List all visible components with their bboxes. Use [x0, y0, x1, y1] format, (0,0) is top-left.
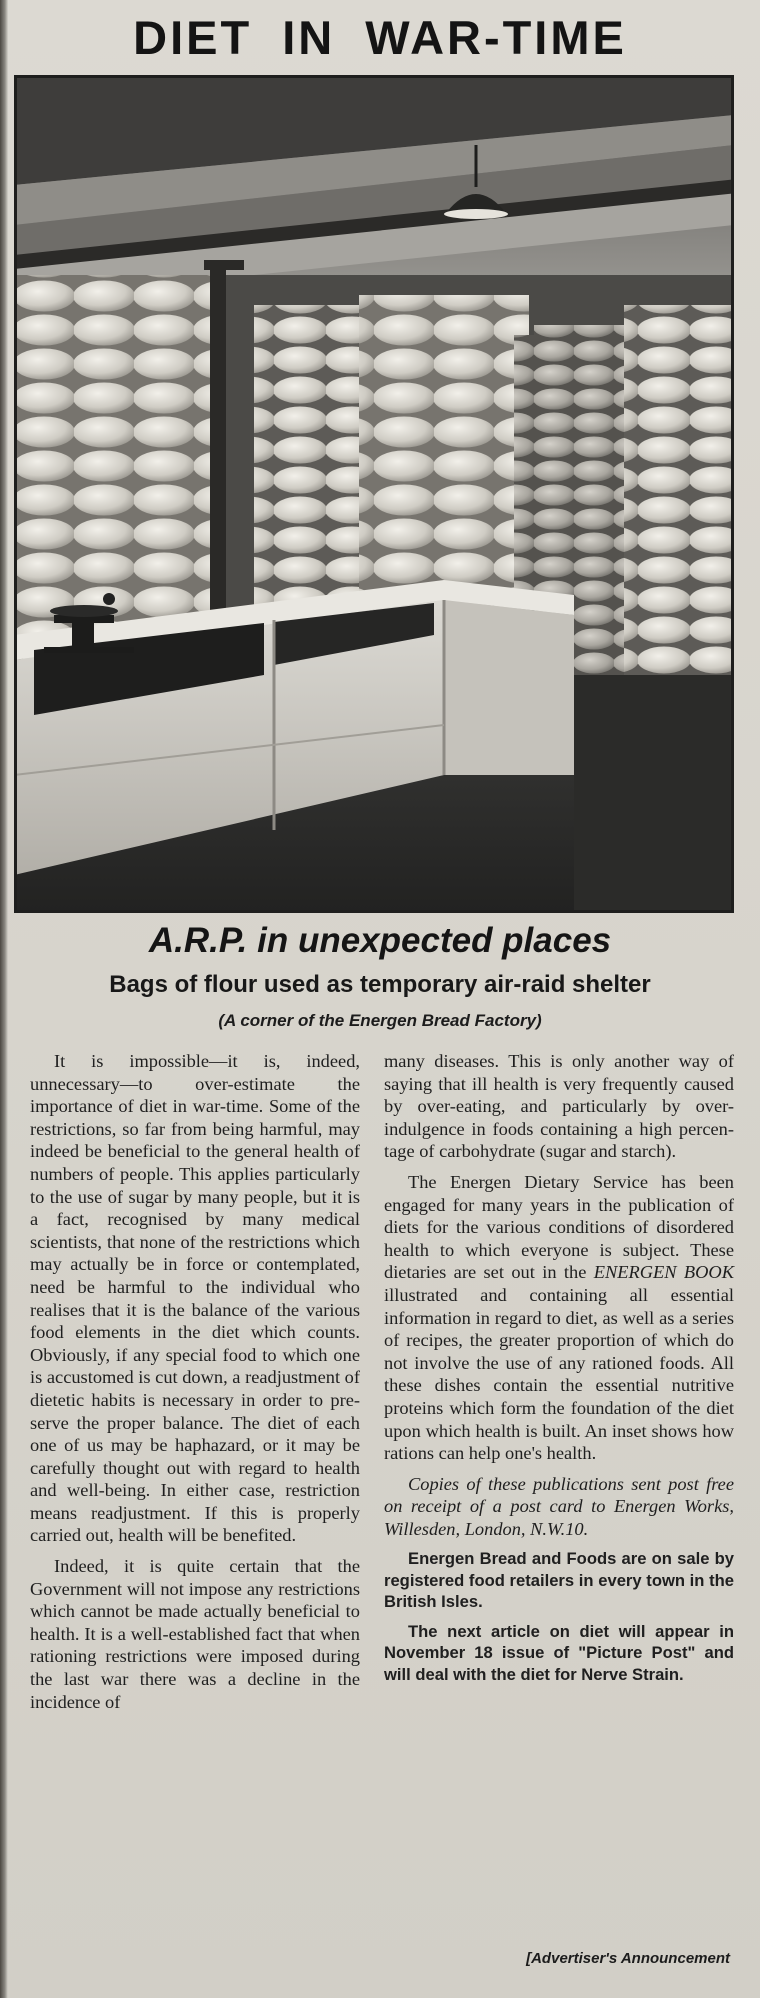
next-article-notice: The next article on diet will appear in November 18 issue of "Picture Post" and will deal with the diet for Nerve Strain. — [384, 1621, 734, 1684]
factory-photo-illustration — [14, 75, 734, 913]
photo-caption-subtitle: Bags of flour used as temporary air-raid shelter — [109, 971, 651, 998]
article-paragraph: Indeed, it is quite certain that the Government will not impose any restrictions which cannot be made actually beneficial to health. It is a well-established fact that when rationing restrictions were imposed during the last war there was a decline in the incidence of — [30, 1556, 360, 1712]
photo-caption-credit: (A corner of the Energen Bread Factory) — [218, 1011, 542, 1030]
article-paragraph — [384, 1171, 734, 1465]
article-left-column — [30, 1050, 360, 1713]
paragraph-text: illustrated and containing all essential information in regard to diet, as well as a series of recipes, the greater proportion of which do not involve the use of any rationed foods. All these dishes contain the essential nutritive proteins which form the foundation of the diet upon which health is built. An inset shows how rations can help one's health. — [384, 1284, 734, 1464]
headline: DIET IN WAR-TIME — [133, 11, 627, 64]
advertiser-announcement: [Advertiser's Announcement — [526, 1950, 730, 1967]
sale-notice: Energen Bread and Foods are on sale by registered food retailers in every town in the British Isles. — [384, 1549, 734, 1612]
book-title: ENERGEN BOOK — [593, 1262, 734, 1283]
photo-caption-title: A.R.P. in unexpected places — [148, 921, 612, 960]
article-paragraph: It is impossible—it is, indeed, unnecessary—to over-estimate the importance of diet in war-time. Some of the restrictions, so far from being harmful, may indeed be beneficial to the general health of numbers of people. This applies particularly to the use of sugar by many people, but it is a fact, recognised by many medical scientists, that none of the restrictions which may actually be in force or contemplated, need be harmful to the individual who realises that it is the balance of the various food elements in the diet which counts. Obviously, if any special food to which one is accustomed is cut down, a readjustment of dietetic habits is necessary in order to preserve the proper balance. The diet of each one of us may be haphazard, or it may be carefully thought out with regard to health and well-being. In either case, restriction means readjustment. If this is properly carried out, health will be benefited. — [30, 1051, 360, 1546]
article-right-column — [384, 1050, 734, 1685]
article-paragraph: many diseases. This is only another way of saying that ill health is very frequently caused by over-eating, and particularly by over-indulgence in foods containing a high percentage of carbohydrate (sugar and starch). — [384, 1051, 734, 1162]
publications-note: Copies of these publications sent post free on receipt of a post card to Energen Works, Willesden, London, N.W.10. — [384, 1473, 734, 1539]
paragraph-text: The Energen Dietary Service has been engaged for many years in the publication of diets for the various conditions of disordered health to which everyone is subject. These dietaries are set out in the — [384, 1171, 734, 1283]
flour-bags-photo — [14, 75, 734, 913]
